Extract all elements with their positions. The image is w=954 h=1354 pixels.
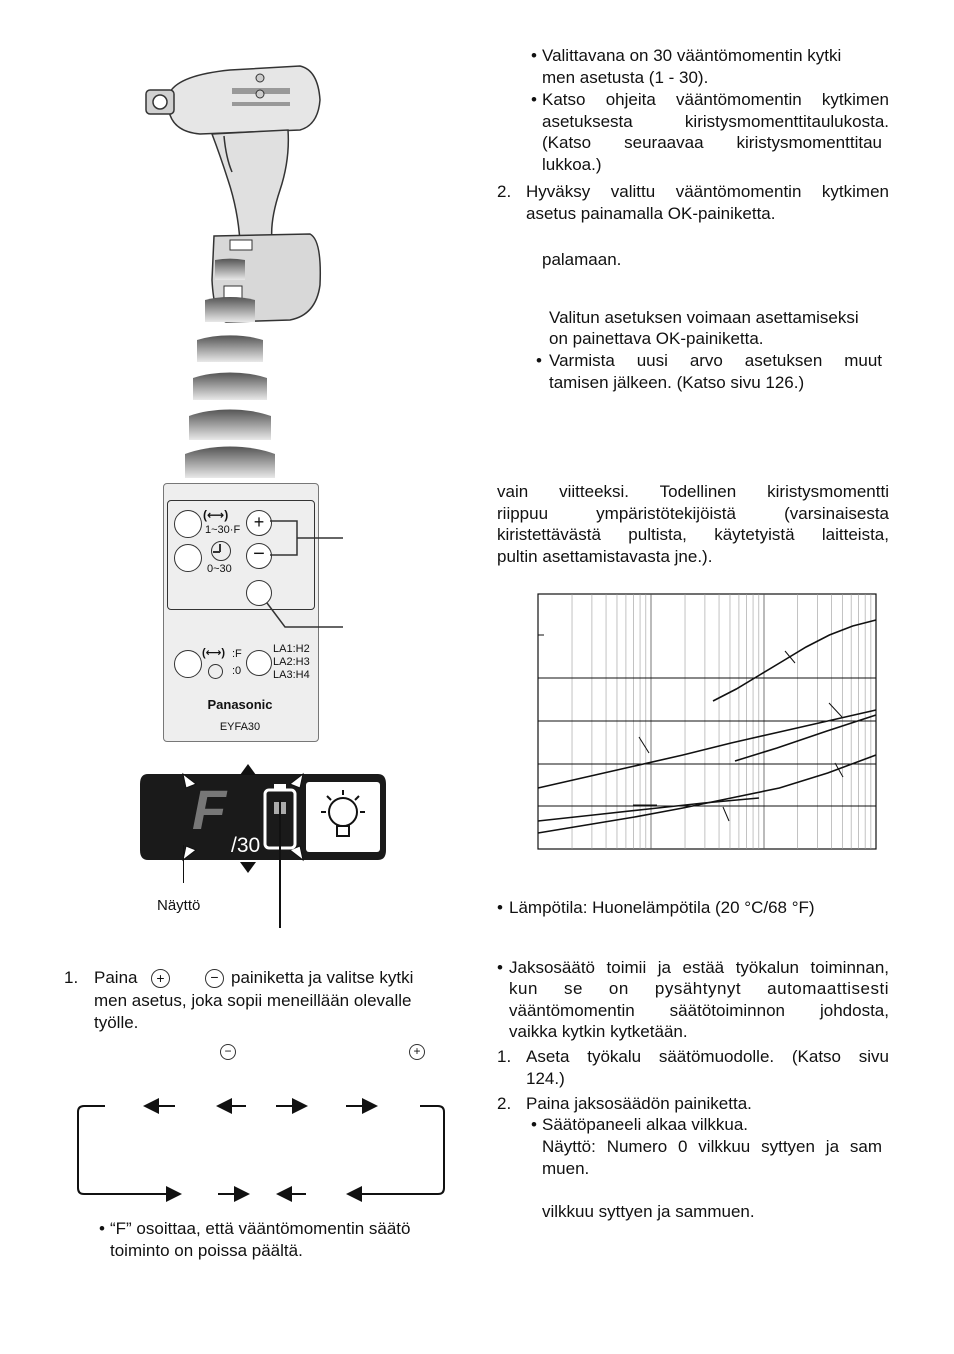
cycle-step-2-line-1: Paina jaksosäädön painiketta. <box>526 1094 752 1113</box>
clock-small-icon <box>208 664 223 679</box>
f-note-bullet: • <box>99 1219 105 1238</box>
sub-bullet-dot: • <box>531 1115 537 1134</box>
bullet-1-line-1: Valittavana on 30 vääntömomentin kytki <box>542 46 842 65</box>
plus-inline-icon: + <box>151 969 170 988</box>
la-line-2: LA2:H3 <box>273 656 310 668</box>
step-1-paina: Paina <box>94 968 138 987</box>
display-digit: F <box>192 778 227 841</box>
bullet-2-line-4: lukkoa.) <box>542 155 602 174</box>
bullet-2-dot: • <box>531 90 537 109</box>
note-2-dot: • <box>536 351 542 370</box>
minus-flow-icon: − <box>220 1044 236 1060</box>
blink-text: vilkkuu syttyen ja sammuen. <box>542 1202 755 1221</box>
naytto-leader-line <box>183 845 184 883</box>
setting-cycle-diagram <box>70 1090 455 1205</box>
temperature-dot: • <box>497 898 503 917</box>
temperature-text: Lämpötila: Huonelämpötila (20 °C/68 °F) <box>509 898 815 917</box>
cycle-note-line-4: vaikka kytkin kytketään. <box>509 1022 688 1041</box>
la-line-3: LA3:H4 <box>273 669 310 681</box>
cycle-step-1-line-1: Aseta työkalu säätömuodolle. (Katso sivu <box>526 1047 889 1066</box>
la-line-1: LA1:H2 <box>273 643 310 655</box>
cycle-step-1-number: 1. <box>497 1047 512 1066</box>
step-1-rest: painiketta ja valitse kytki <box>231 968 414 987</box>
step-2-line-1: Hyväksy valittu vääntömomentin kytkimen <box>526 182 889 201</box>
signal-arcs <box>175 250 285 480</box>
cycle-note-dot: • <box>497 958 503 977</box>
note-1-line-2: on painettava OK-painiketta. <box>549 329 764 348</box>
plus-flow-icon: + <box>409 1044 425 1060</box>
cycle-step-1-line-2: 124.) <box>526 1069 565 1088</box>
panel-leader-lines <box>255 515 350 635</box>
panel-range-label-1: 1~30·F <box>205 524 241 536</box>
reference-line-3: kiristettävästä pultista, käytetyistä laitteista, <box>497 525 889 544</box>
minus-button[interactable]: − <box>246 543 272 569</box>
cycle-note-line-2: kun se on pysähtynyt automaattisesti <box>509 979 889 998</box>
step-1-number: 1. <box>64 968 79 987</box>
reference-line-4: pultin asettamistavasta jne.). <box>497 547 713 566</box>
palamaan-text: palamaan. <box>542 250 622 269</box>
note-2-line-2: tamisen jälkeen. (Katso sivu 126.) <box>549 373 805 392</box>
cycle-note-line-3: vääntömomentin säätötoiminnon johdosta, <box>509 1001 889 1020</box>
bullet-1-line-2: men asetusta (1 - 30). <box>542 68 709 87</box>
panel-brand: Panasonic <box>207 697 273 712</box>
torque-chart <box>537 593 877 851</box>
step-1-line-3: työlle. <box>94 1013 139 1032</box>
cycle-button[interactable] <box>174 650 202 678</box>
cycle-step-2-number: 2. <box>497 1094 512 1113</box>
torque-clutch-icon: (⟷) <box>203 508 229 522</box>
note-2-line-1: Varmista uusi arvo asetuksen muut <box>549 351 882 370</box>
display-suffix: /30 <box>231 834 261 857</box>
bullet-1-dot: • <box>531 46 537 65</box>
panel-model: EYFA30 <box>219 721 261 733</box>
cycle-note-line-1: Jaksosäätö toimii ja estää työkalun toiminnan, <box>509 958 889 977</box>
panel-button-2[interactable] <box>174 544 202 572</box>
naytto-label: Näyttö <box>157 897 201 914</box>
panel-lamp-f: :F <box>232 648 242 660</box>
reference-line-2: riippuu ympäristötekijöistä (varsinaisesta <box>497 504 889 523</box>
f-note-line-1: “F” osoittaa, että vääntömomentin säätö <box>110 1219 411 1238</box>
display-leader-line <box>279 800 281 928</box>
torque-lamp-icon: (⟷) <box>202 647 226 659</box>
step-2-line-2: asetus painamalla OK-painiketta. <box>526 204 776 223</box>
panel-range-label-2: 0~30 <box>207 563 232 575</box>
bullet-2-line-2: asetuksesta kiristysmomenttitaulukosta. <box>542 112 889 131</box>
bullet-2-line-1: Katso ohjeita vääntömomentin kytkimen <box>542 90 889 109</box>
step-1-line-2: men asetus, joka sopii meneillään olevalle <box>94 991 412 1010</box>
display-line-1: Näyttö: Numero 0 vilkkuu syttyen ja sam <box>542 1137 882 1156</box>
display-line-2: muen. <box>542 1159 590 1178</box>
panel-lamp-0: :0 <box>232 665 242 677</box>
panel-button-1[interactable] <box>174 510 202 538</box>
sub-bullet-text: Säätöpaneeli alkaa vilkkua. <box>542 1115 749 1134</box>
f-note-line-2: toiminto on poissa päältä. <box>110 1241 303 1260</box>
plus-button[interactable]: + <box>246 510 272 536</box>
display-illustration <box>138 762 388 874</box>
minus-inline-icon: − <box>205 969 224 988</box>
la-button[interactable] <box>246 650 272 676</box>
note-1-line-1: Valitun asetuksen voimaan asettamiseksi <box>549 308 859 327</box>
step-2-number: 2. <box>497 182 512 201</box>
reference-line-1: vain viitteeksi. Todellinen kiristysmomentti <box>497 482 889 501</box>
bullet-2-line-3: (Katso seuraavaa kiristysmomenttitau <box>542 133 882 152</box>
